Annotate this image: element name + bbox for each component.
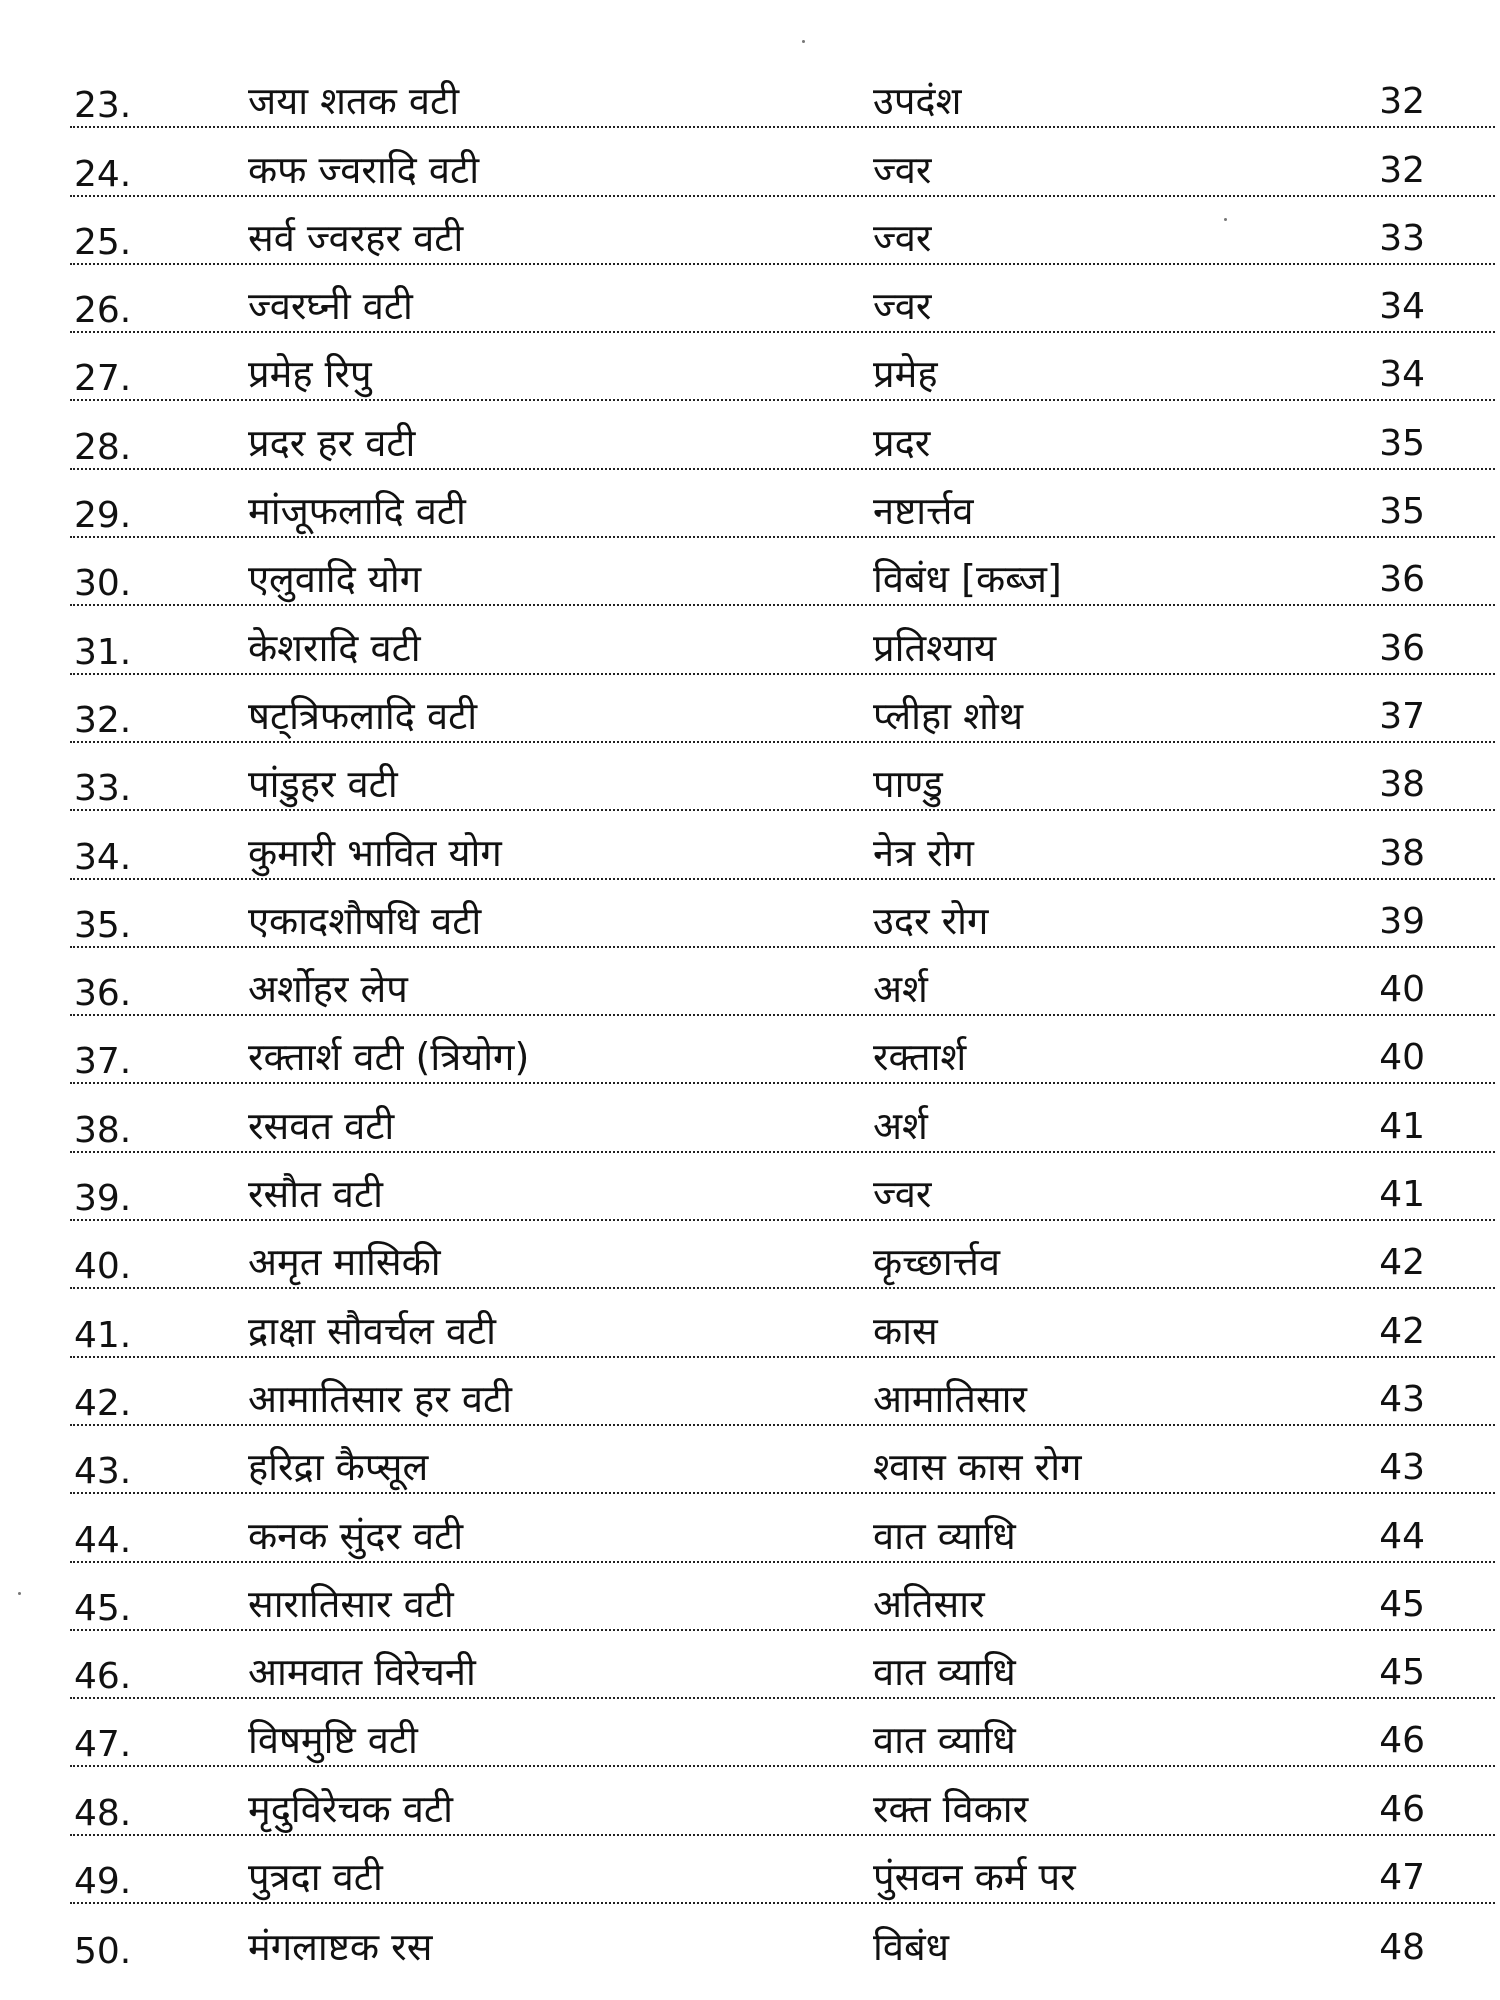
entry-indication: कृच्छार्त्तव (873, 1240, 1001, 1285)
entry-name: हरिद्रा कैप्सूल (248, 1445, 429, 1490)
scan-speck (18, 1592, 21, 1595)
entry-page: 38 (1379, 832, 1425, 874)
entry-page: 35 (1379, 491, 1425, 533)
scan-speck (1224, 218, 1227, 221)
table-row (70, 1016, 1495, 1084)
entry-name: रसौत वटी (248, 1172, 383, 1217)
entry-name: एलुवादि योग (248, 557, 422, 602)
entry-name: पुत्रदा वटी (248, 1855, 383, 1900)
entry-indication: पुंसवन कर्म पर (873, 1855, 1076, 1900)
entry-name: जया शतक वटी (248, 79, 460, 124)
entry-indication: ज्वर (873, 1172, 932, 1217)
table-row (70, 333, 1495, 401)
entry-name: अर्शोहर लेप (248, 967, 408, 1012)
entry-page: 34 (1379, 354, 1425, 396)
table-row (70, 197, 1495, 265)
entry-indication: रक्त विकार (873, 1786, 1029, 1831)
entry-name: सर्व ज्वरहर वटी (248, 215, 464, 260)
entry-indication: विबंध [कब्ज] (873, 557, 1062, 602)
table-row (70, 1358, 1495, 1426)
entry-page: 37 (1379, 695, 1425, 737)
entry-indication: पाण्डु (873, 762, 943, 807)
entry-indication: विबंध (873, 1925, 950, 1970)
table-row (70, 401, 1495, 469)
table-row (70, 1699, 1495, 1767)
entry-page: 32 (1379, 81, 1425, 123)
entry-number: 48. (74, 1792, 132, 1834)
entry-indication: वात व्याधि (873, 1718, 1016, 1763)
entry-name: अमृत मासिकी (248, 1240, 441, 1285)
entry-indication: ज्वर (873, 215, 932, 260)
entry-page: 43 (1379, 1378, 1425, 1420)
entry-page: 45 (1379, 1652, 1425, 1694)
entry-name: मांजूफलादि वटी (248, 489, 466, 534)
entry-number: 34. (74, 836, 132, 878)
entry-number: 46. (74, 1656, 132, 1698)
entry-page: 34 (1379, 286, 1425, 328)
entry-number: 27. (74, 358, 132, 400)
entry-page: 40 (1379, 969, 1425, 1011)
entry-page: 46 (1379, 1788, 1425, 1830)
table-row (70, 538, 1495, 606)
entry-number: 36. (74, 973, 132, 1015)
entry-page: 42 (1379, 1310, 1425, 1352)
entry-number: 47. (74, 1724, 132, 1766)
table-row (70, 1153, 1495, 1221)
entry-name: रक्तार्श वटी (त्रियोग) (248, 1035, 530, 1080)
entry-name: मंगलाष्टक रस (248, 1925, 433, 1970)
entry-page: 40 (1379, 1037, 1425, 1079)
entry-number: 42. (74, 1382, 132, 1424)
entry-name: प्रदर हर वटी (248, 420, 416, 465)
entry-number: 32. (74, 699, 132, 741)
entry-page: 43 (1379, 1447, 1425, 1489)
entry-indication: प्लीहा शोथ (873, 693, 1024, 738)
table-row (70, 948, 1495, 1016)
entry-number: 25. (74, 221, 132, 263)
entry-number: 50. (74, 1931, 132, 1973)
table-row (70, 1767, 1495, 1835)
entry-name: ज्वरघ्नी वटी (248, 284, 413, 329)
table-row (70, 1221, 1495, 1289)
entry-name: द्राक्षा सौवर्चल वटी (248, 1308, 496, 1353)
entry-indication: कास (873, 1308, 938, 1353)
entry-page: 35 (1379, 422, 1425, 464)
entry-name: मृदुविरेचक वटी (248, 1786, 453, 1831)
table-row (70, 743, 1495, 811)
entry-indication: नष्टार्त्तव (873, 489, 974, 534)
entry-number: 28. (74, 426, 132, 468)
entry-indication: ज्वर (873, 284, 932, 329)
table-row (70, 470, 1495, 538)
entry-number: 24. (74, 153, 132, 195)
entry-indication: वात व्याधि (873, 1650, 1016, 1695)
entry-indication: उदर रोग (873, 898, 989, 943)
entry-page: 45 (1379, 1583, 1425, 1625)
entry-number: 29. (74, 495, 132, 537)
entry-name: विषमुष्टि वटी (248, 1718, 418, 1763)
table-row (70, 1904, 1495, 1972)
scan-speck (802, 40, 805, 43)
entry-page: 48 (1379, 1927, 1425, 1969)
entry-indication: रक्तार्श (873, 1035, 967, 1080)
entry-indication: अर्श (873, 1103, 928, 1148)
entry-page: 33 (1379, 217, 1425, 259)
entry-name: केशरादि वटी (248, 625, 421, 670)
entry-number: 39. (74, 1178, 132, 1220)
table-row (70, 880, 1495, 948)
entry-name: आमवात विरेचनी (248, 1650, 476, 1695)
entry-indication: ज्वर (873, 147, 932, 192)
table-row (70, 128, 1495, 196)
table-row (70, 1426, 1495, 1494)
entry-number: 43. (74, 1451, 132, 1493)
entry-name: पांडुहर वटी (248, 762, 398, 807)
entry-page: 44 (1379, 1515, 1425, 1557)
entry-page: 38 (1379, 764, 1425, 806)
table-row (70, 1631, 1495, 1699)
entry-indication: नेत्र रोग (873, 830, 974, 875)
entry-page: 36 (1379, 627, 1425, 669)
entry-name: रसवत वटी (248, 1103, 395, 1148)
entry-page: 32 (1379, 149, 1425, 191)
table-row (70, 265, 1495, 333)
entry-name: एकादशौषधि वटी (248, 898, 482, 943)
entry-number: 33. (74, 768, 132, 810)
entry-number: 23. (74, 85, 132, 127)
entry-indication: अतिसार (873, 1581, 985, 1626)
table-row (70, 606, 1495, 674)
entry-page: 41 (1379, 1105, 1425, 1147)
entry-page: 36 (1379, 559, 1425, 601)
entry-page: 47 (1379, 1857, 1425, 1899)
entry-number: 38. (74, 1109, 132, 1151)
entry-number: 31. (74, 631, 132, 673)
table-row (70, 1563, 1495, 1631)
entry-page: 42 (1379, 1242, 1425, 1284)
table-row (70, 1836, 1495, 1904)
entry-indication: उपदंश (873, 79, 962, 124)
entry-indication: प्रमेह (873, 352, 938, 397)
entry-indication: प्रदर (873, 420, 931, 465)
entry-number: 26. (74, 290, 132, 332)
table-row (70, 675, 1495, 743)
table-row (70, 1289, 1495, 1357)
table-row (70, 1494, 1495, 1562)
entry-page: 41 (1379, 1174, 1425, 1216)
entry-name: कनक सुंदर वटी (248, 1513, 464, 1558)
entry-name: कुमारी भावित योग (248, 830, 502, 875)
table-row (70, 1084, 1495, 1152)
entry-name: प्रमेह रिपु (248, 352, 372, 397)
entry-indication: वात व्याधि (873, 1513, 1016, 1558)
table-row (70, 811, 1495, 879)
entry-number: 49. (74, 1861, 132, 1903)
entry-indication: श्वास कास रोग (873, 1445, 1082, 1490)
table-row (70, 60, 1495, 128)
entry-number: 37. (74, 1041, 132, 1083)
entry-number: 41. (74, 1314, 132, 1356)
entry-number: 35. (74, 904, 132, 946)
contents-table (70, 60, 1495, 1972)
entry-page: 46 (1379, 1720, 1425, 1762)
entry-name: सारातिसार वटी (248, 1581, 454, 1626)
entry-number: 45. (74, 1587, 132, 1629)
entry-indication: अर्श (873, 967, 928, 1012)
entry-name: षट्त्रिफलादि वटी (248, 693, 478, 738)
entry-number: 30. (74, 563, 132, 605)
entry-number: 44. (74, 1519, 132, 1561)
entry-name: आमातिसार हर वटी (248, 1376, 512, 1421)
entry-indication: प्रतिश्याय (873, 625, 997, 670)
entry-number: 40. (74, 1246, 132, 1288)
entry-name: कफ ज्वरादि वटी (248, 147, 480, 192)
entry-indication: आमातिसार (873, 1376, 1027, 1421)
entry-page: 39 (1379, 900, 1425, 942)
